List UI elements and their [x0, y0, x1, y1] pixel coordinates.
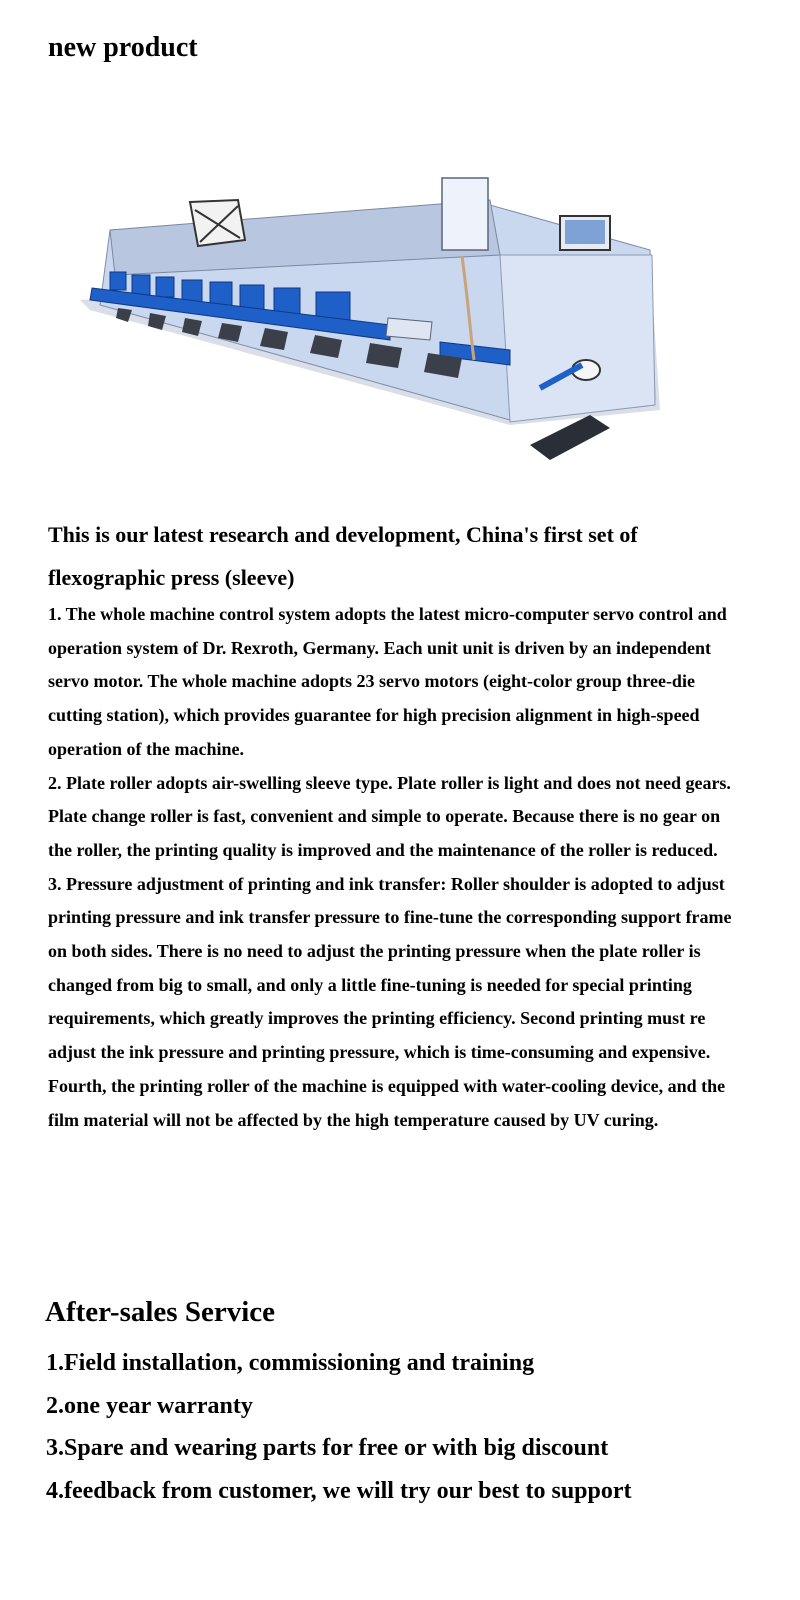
product-image — [70, 160, 680, 490]
product-headline: This is our latest research and development, China's first set of flexographic press (sleeve) — [48, 522, 638, 590]
service-list — [46, 1342, 766, 1512]
page-title: new product — [48, 32, 198, 63]
description-paragraph: 1. The whole machine control system adopts the latest micro-computer servo control and operation system of Dr. Rexroth, Germany. Each unit unit is driven by an independent servo motor. The whole machine adopts 23 servo motors (eight-color group three-die cutting station), which provides guarantee for high precision alignment in high-speed operation of the machine. — [48, 604, 727, 759]
service-item: 4.feedback from customer, we will try our best to support — [46, 1477, 632, 1504]
service-item: 1.Field installation, commissioning and training — [46, 1350, 535, 1376]
description-paragraph: 3. Pressure adjustment of printing and ink transfer: Roller shoulder is adopted to adjust printing pressure and ink transfer pressure to fine-tune the corresponding support frame on both sides. There is no need to adjust the printing pressure when the plate roller is changed from big to small, and only a little fine-tuning is needed for special printing requirements, which greatly improves the printing efficiency. Second printing must re adjust the ink pressure and printing pressure, which is time-consuming and expensive. Fourth, the printing roller of the machine is equipped with water-cooling device, and the film material will not be affected by the high temperature caused by UV curing. — [48, 873, 732, 1130]
service-heading: After-sales Service — [45, 1296, 276, 1328]
description-paragraph: 2. Plate roller adopts air-swelling sleeve type. Plate roller is light and does not need gears. Plate change roller is fast, convenient and simple to operate. Because there is no gear on the roller, the printing quality is improved and the maintenance of the roller is reduced. — [48, 772, 731, 860]
product-description — [48, 598, 748, 1137]
service-item: 3.Spare and wearing parts for free or with big discount — [46, 1435, 609, 1461]
service-item: 2.one year warranty — [46, 1392, 253, 1419]
